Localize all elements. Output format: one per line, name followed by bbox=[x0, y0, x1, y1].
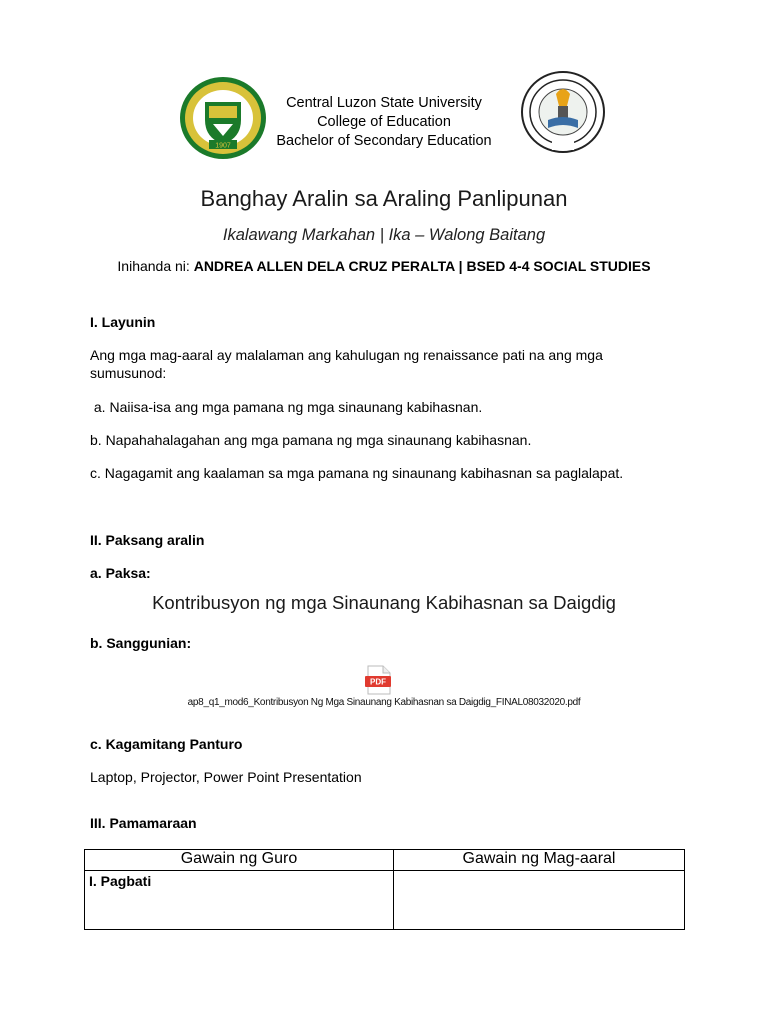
section-title: Paksang aralin bbox=[101, 532, 205, 548]
kagamitan-label: c. Kagamitang Panturo bbox=[90, 736, 243, 752]
layunin-item-b: b. Napahahalagahan ang mga pamana ng mga sinaunang kabihasnan. bbox=[90, 432, 532, 448]
section-number: II. bbox=[90, 532, 102, 548]
document-title: Banghay Aralin sa Araling Panlipunan bbox=[200, 186, 568, 211]
pamamaraan-table bbox=[84, 849, 685, 930]
section-paksang-aralin-heading bbox=[90, 531, 204, 549]
sanggunian-label: b. Sanggunian: bbox=[90, 635, 192, 651]
document-subtitle: Ikalawang Markahan | Ika – Walong Baitang bbox=[222, 226, 546, 244]
cell-pagbati: I. Pagbati bbox=[85, 871, 394, 930]
paksa-label: a. Paksa: bbox=[90, 565, 151, 581]
header-gawain-guro: Gawain ng Guro bbox=[85, 850, 394, 871]
cell-empty bbox=[394, 871, 685, 930]
college-of-education-seal-icon bbox=[520, 70, 606, 159]
table-row bbox=[85, 871, 685, 930]
kagamitan-items: Laptop, Projector, Power Point Presentation bbox=[90, 769, 362, 785]
layunin-intro-line2: sumusunod: bbox=[90, 365, 167, 381]
college-name: College of Education bbox=[317, 114, 451, 130]
section-pamamaraan-heading: III. Pamamaraan bbox=[90, 815, 197, 831]
university-name: Central Luzon State University bbox=[286, 95, 482, 111]
layunin-item-c: c. Nagagamit ang kaalaman sa mga pamana ng sinaunang kabihasnan sa paglalapat. bbox=[90, 465, 624, 481]
section-layunin-heading: I. Layunin bbox=[90, 314, 156, 330]
layunin-intro-line1: Ang mga mag-aaral ay malalaman ang kahulugan ng renaissance pati na ang mga bbox=[90, 347, 603, 363]
pdf-file-icon[interactable] bbox=[365, 665, 391, 700]
logo-year: 1907 bbox=[215, 142, 231, 150]
prepared-by-name: ANDREA ALLEN DELA CRUZ PERALTA | BSED 4-4 SOCIAL STUDIES bbox=[193, 258, 651, 274]
table-header-row bbox=[85, 850, 685, 871]
layunin-item-a: a. Naiisa-isa ang mga pamana ng mga sinaunang kabihasnan. bbox=[90, 399, 483, 415]
prepared-by bbox=[0, 258, 768, 274]
prepared-by-label: Inihanda ni: bbox=[117, 258, 194, 274]
paksa-topic: Kontribusyon ng mga Sinaunang Kabihasnan sa Daigdig bbox=[152, 592, 616, 613]
program-name: Bachelor of Secondary Education bbox=[276, 133, 492, 149]
header-gawain-mag-aaral: Gawain ng Mag-aaral bbox=[394, 850, 685, 871]
pdf-icon-label: PDF bbox=[370, 677, 386, 687]
institution-header bbox=[250, 94, 518, 151]
pdf-file-link[interactable]: ap8_q1_mod6_Kontribusyon Ng Mga Sinaunang Kabihasnan sa Daigdig_FINAL08032020.pdf bbox=[187, 697, 581, 708]
